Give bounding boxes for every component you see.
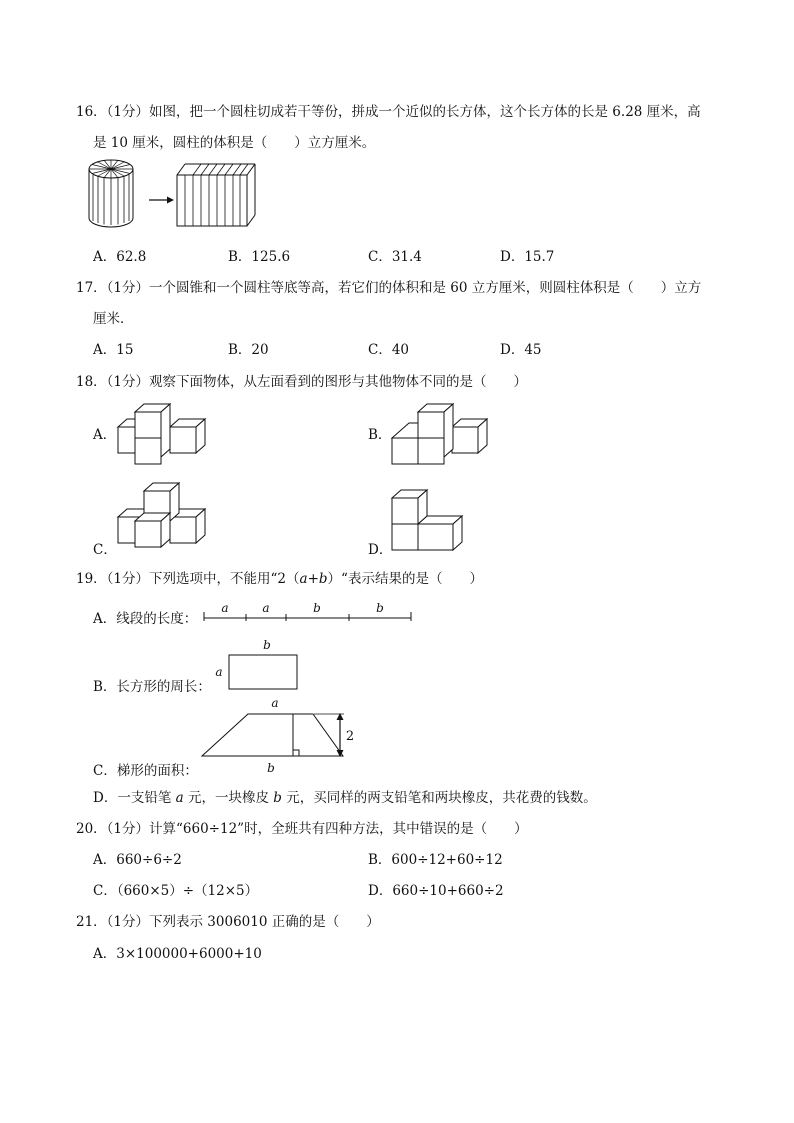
q20-option-a[interactable]: A．660÷6÷2	[93, 852, 182, 868]
q16-option-b[interactable]: B．125.6	[228, 249, 291, 265]
q19-stem	[76, 570, 483, 588]
q19-stem-pre: 19．（1分）下列选项中，不能用“2（	[76, 571, 300, 587]
q19-optd-pre: D．一支铅笔	[93, 790, 176, 806]
q17-option-b[interactable]: B．20	[228, 342, 269, 358]
q18-option-b[interactable]: B．	[368, 427, 392, 443]
q19-var-a: a	[299, 571, 308, 587]
q17-stem-line1: 17．（1分）一个圆锥和一个圆柱等底等高，若它们的体积和是 60 立方厘米，则圆柱体积是（ ）立方	[76, 280, 702, 296]
segment-label-4: b	[376, 601, 384, 615]
q18-option-c[interactable]: C．	[93, 542, 117, 558]
cube-figure-a	[118, 404, 208, 468]
segment-label-2: a	[262, 601, 270, 615]
q20-option-c[interactable]: C．（660×5）÷（12×5）	[93, 883, 259, 899]
q19-option-b[interactable]: B．长方形的周长：	[93, 679, 211, 695]
q16-stem-line2: 是 10 厘米，圆柱的体积是（ ）立方厘米。	[93, 135, 376, 151]
q17-option-a[interactable]: A．15	[93, 342, 134, 358]
q18-stem: 18．（1分）观察下面物体，从左面看到的图形与其他物体不同的是（ ）	[76, 374, 528, 390]
q20-stem: 20．（1分）计算“660÷12”时，全班共有四种方法，其中错误的是（ ）	[76, 821, 528, 837]
height-arrow-icon	[337, 713, 344, 757]
trap-label-bottom: b	[267, 761, 275, 775]
q20-option-d[interactable]: D．660÷10+660÷2	[368, 883, 504, 899]
q21-stem: 21．（1分）下列表示 3006010 正确的是（ ）	[76, 914, 380, 930]
rect-label-left: a	[215, 665, 223, 679]
rect-label-top: b	[263, 638, 271, 652]
q16-option-c[interactable]: C．31.4	[368, 249, 422, 265]
cuboid-figure	[177, 164, 255, 226]
q18-option-d[interactable]: D．	[368, 542, 393, 558]
arrow-icon	[149, 197, 174, 204]
q16-stem-line1: 16．（1分）如图，把一个圆柱切成若干等份，拼成一个近似的长方体，这个长方体的长是 6.28 厘米，高	[76, 104, 701, 120]
trapezoid-figure	[198, 694, 358, 776]
cube-figure-b	[392, 404, 492, 468]
q19-option-c[interactable]: C．梯形的面积：	[93, 763, 198, 779]
q20-option-b[interactable]: B．600÷12+60÷12	[368, 852, 503, 868]
q17-option-c[interactable]: C．40	[368, 342, 410, 358]
q19-option-a[interactable]: A．线段的长度：	[93, 611, 198, 627]
q19-optd-var-b: b	[273, 790, 282, 806]
q16-option-a[interactable]: A．62.8	[93, 249, 147, 265]
q19-stem-post: ）“表示结果的是（ ）	[327, 571, 483, 587]
segment-figure	[203, 600, 415, 626]
q19-var-b: b	[318, 571, 328, 587]
q19-plus: +	[307, 571, 319, 587]
trap-label-top: a	[271, 696, 279, 710]
cube-figure-c	[118, 483, 208, 553]
q19-option-d[interactable]	[93, 789, 597, 807]
cylinder-to-cuboid-figure	[85, 155, 265, 235]
trap-label-height: 2	[345, 729, 355, 744]
cylinder-figure	[89, 160, 133, 227]
segment-label-3: b	[313, 601, 321, 615]
q21-option-a[interactable]: A．3×100000+6000+10	[93, 946, 262, 962]
q17-stem-line2: 厘米．	[93, 311, 134, 327]
q19-optd-post: 元，买同样的两支铅笔和两块橡皮，共花费的钱数。	[281, 790, 597, 806]
q19-optd-mid: 元，一块橡皮	[183, 790, 274, 806]
q16-option-d[interactable]: D．15.7	[500, 249, 555, 265]
q17-option-d[interactable]: D．45	[500, 342, 542, 358]
rectangle-figure	[212, 636, 302, 692]
q19-optd-var-a: a	[175, 790, 184, 806]
cube-figure-d	[392, 490, 464, 554]
segment-label-1: a	[221, 601, 229, 615]
q18-option-a[interactable]: A．	[93, 427, 117, 443]
